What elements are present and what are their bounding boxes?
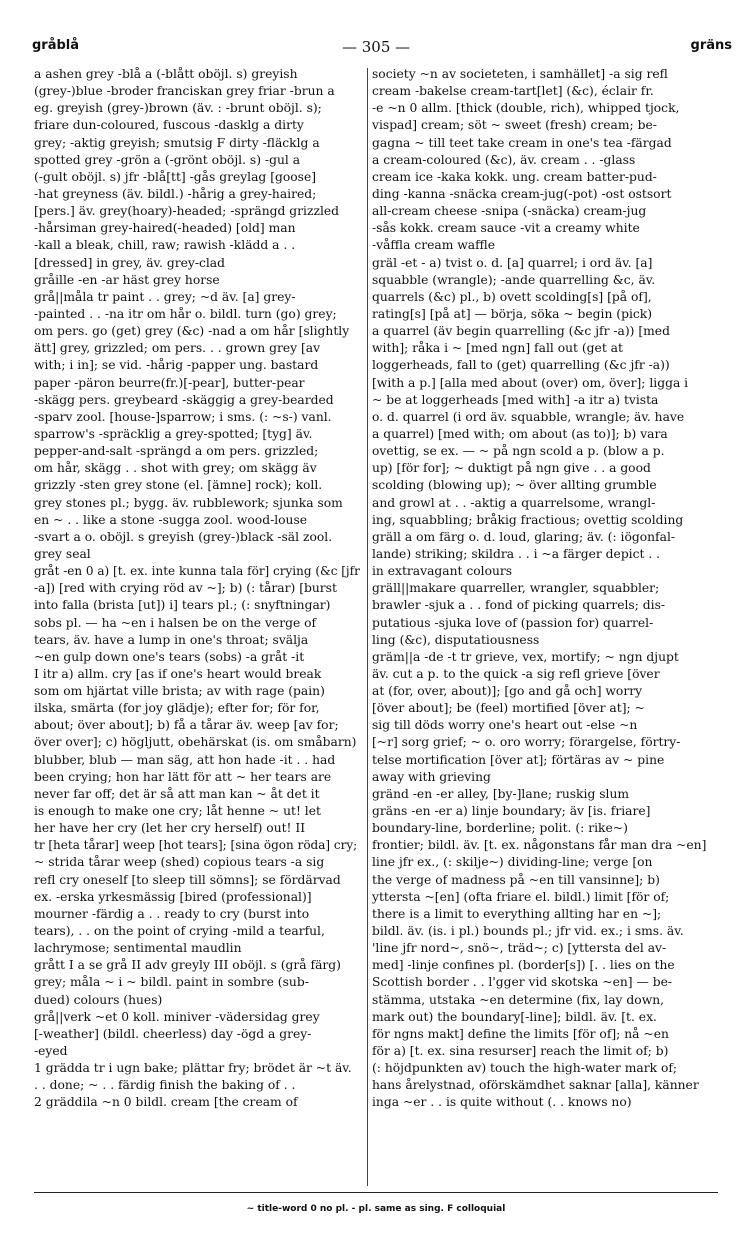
dictionary-line: grå||verk ~et 0 koll. miniver -vädersidag grey (34, 1009, 320, 1024)
dictionary-line: friare dun-coloured, fuscous -dasklg a dirty (34, 118, 304, 133)
dictionary-line: ling (&c), disputatiousness (372, 632, 540, 647)
dictionary-line: -skägg pers. greybeard -skäggig a grey-bearded (34, 392, 334, 407)
dictionary-line: -hat greyness (äv. bildl.) -hårig a grey-haired; (34, 186, 317, 201)
dictionary-line: Scottish border . . l'gger vid skotska ~en] — be- (372, 975, 673, 990)
dictionary-line: tr [heta tårar] weep [hot tears]; [sina ögon röda] cry; (34, 838, 358, 853)
dictionary-line: is enough to make one cry; låt henne ~ ut! let (34, 804, 321, 819)
dictionary-line: sig till döds worry one's heart out -else ~n (372, 718, 638, 733)
dictionary-line: been crying; hon har lätt för att ~ her tears are (34, 769, 332, 784)
dictionary-line: gräll||makare quarreller, wrangler, squabbler; (372, 581, 660, 596)
dictionary-line: telse mortification [över at]; förtäras av ~ pine (372, 752, 665, 767)
page-number: — 305 — (342, 38, 411, 56)
dictionary-line: stämma, utstaka ~en determine (fix, lay down, (372, 992, 665, 1007)
dictionary-line: a cream-coloured (&c), äv. cream . . -glass (372, 152, 636, 167)
dictionary-line: -e ~n 0 allm. [thick (double, rich), whipped tjock, (372, 101, 680, 116)
dictionary-line: I itr a) allm. cry [as if one's heart would break (34, 666, 322, 681)
dictionary-line: with; i in]; se vid. -hårig -papper ung. bastard (34, 358, 319, 373)
dictionary-line: up) [för for]; ~ duktigt på ngn give . . a good (372, 461, 651, 476)
dictionary-line: om pers. go (get) grey (&c) -nad a om hår [slightly (34, 324, 350, 339)
dictionary-line: with]; råka i ~ [med ngn] fall out (get at (372, 341, 623, 356)
dictionary-line: a quarrel (äv begin quarrelling (&c jfr -a)) [med (372, 324, 670, 339)
dictionary-line: quarrels (&c) pl., b) ovett scolding[s] [på of], (372, 289, 652, 304)
dictionary-line: [with a p.] [alla med about (over) om, över]; ligga i (372, 375, 689, 390)
dictionary-line: över over]; c) högljutt, obehärskat (is. om småbarn) (34, 735, 357, 750)
dictionary-line: refl cry oneself [to sleep till sömns]; se fördärvad (34, 872, 341, 887)
dictionary-line: gagna ~ till teet take cream in one's tea -färgad (372, 135, 672, 150)
dictionary-line: grizzly -sten grey stone (el. [ämne] rock); koll. (34, 478, 323, 493)
dictionary-line: för ngns makt] define the limits [för of]; nå ~en (372, 1026, 669, 1041)
dictionary-line: ex. -erska yrkesmässig [bired (professional)] (34, 889, 312, 904)
dictionary-line: mark out) the boundary[-line]; bildl. äv. [t. ex. (372, 1009, 657, 1024)
dictionary-line: vispad] cream; söt ~ sweet (fresh) cream; be- (372, 118, 657, 133)
dictionary-line: (: höjdpunkten av) touch the high-water mark of; (372, 1061, 678, 1076)
dictionary-line: gränd -en -er alley, [by-]lane; ruskig slum (372, 786, 630, 801)
dictionary-line: gräm||a -de -t tr grieve, vex, mortify; ~ ngn djupt (372, 649, 679, 664)
dictionary-line: cream -bakelse cream-tart[let] (&c), éclair fr. (372, 84, 654, 99)
dictionary-line: sobs pl. — ha ~en i halsen be on the verge of (34, 615, 317, 630)
dictionary-line: grey stones pl.; bygg. äv. rubblework; sjunka som (34, 495, 343, 510)
dictionary-line: [~r] sorg grief; ~ o. oro worry; förargelse, förtry- (372, 735, 681, 750)
dictionary-line: and growl at . . -aktig a quarrelsome, wrangl- (372, 495, 656, 510)
dictionary-line: o. d. quarrel (i ord äv. squabble, wrangle; äv. have (372, 409, 685, 424)
dictionary-line: sparrow's -spräcklig a grey-spotted; [tyg] äv. (34, 426, 313, 441)
dictionary-line: (grey-)blue -broder franciskan grey friar -brun a (34, 84, 335, 99)
dictionary-line: brawler -sjuk a . . fond of picking quarrels; dis- (372, 598, 666, 613)
running-head-left: gråblå (32, 38, 80, 53)
dictionary-line: never far off; det är så att man kan ~ åt det it (34, 786, 320, 801)
dictionary-line: eg. greyish (grey-)brown (äv. : -brunt oböjl. s); (34, 101, 322, 116)
footer-rule (34, 1192, 718, 1193)
dictionary-line: (-gult oböjl. s) jfr -blå[tt] -gås greylag [goose] (34, 169, 317, 184)
dictionary-line: yttersta ~[en] (ofta friare el. bildl.) limit [för of; (372, 889, 670, 904)
dictionary-line: en ~ . . like a stone -sugga zool. wood-louse (34, 512, 308, 527)
dictionary-line: tears), . . on the point of crying -mild a tearful, (34, 924, 325, 939)
dictionary-line: line jfr ex., (: skilje~) dividing-line; verge [on (372, 855, 653, 870)
dictionary-line: scolding (blowing up); ~ över allting grumble (372, 478, 657, 493)
dictionary-line: putatious -sjuka love of (passion for) quarrel- (372, 615, 654, 630)
dictionary-line: -sparv zool. [house-]sparrow; i sms. (: ~s-) vanl. (34, 409, 332, 424)
dictionary-line: bildl. äv. (is. i pl.) bounds pl.; jfr vid. ex.; i sms. äv. (372, 924, 684, 939)
dictionary-line: -sås kokk. cream sauce -vit a creamy white (372, 221, 640, 236)
dictionary-line: boundary-line, borderline; polit. (: rike~) (372, 821, 628, 836)
dictionary-line: [-weather] (bildl. cheerless) day -ögd a grey- (34, 1026, 312, 1041)
dictionary-line: lachrymose; sentimental maudlin (34, 941, 242, 956)
dictionary-line: mourner -färdig a . . ready to cry (burst into (34, 906, 310, 921)
dictionary-line: pepper-and-salt -sprängd a om pers. grizzled; (34, 444, 319, 459)
dictionary-line: spotted grey -grön a (-grönt oböjl. s) -gul a (34, 152, 301, 167)
dictionary-line: grey seal (34, 546, 91, 561)
dictionary-line: the verge of madness på ~en till vansinne]; b) (372, 872, 660, 887)
dictionary-line: ~ strida tårar weep (shed) copious tears -a sig (34, 855, 325, 870)
dictionary-line: hans årelystnad, oförskämdhet saknar [alla], känner (372, 1078, 699, 1093)
dictionary-line: ilska, smärta (for joy glädje); efter for; för for, (34, 701, 320, 716)
dictionary-line: ing, squabbling; bråkig fractious; ovettig scolding (372, 512, 684, 527)
dictionary-line: inga ~er . . is quite without (. . knows no) (372, 1095, 632, 1110)
dictionary-line: a ashen grey -blå a (-blått oböjl. s) greyish (34, 67, 298, 81)
dictionary-line: squabble (wrangle); -ande quarrelling &c, äv. (372, 272, 656, 287)
dictionary-line: gråille -en -ar häst grey horse (34, 272, 220, 287)
dictionary-line: a quarrel) [med with; om about (as to)]; b) vara (372, 426, 668, 441)
dictionary-line: there is a limit to everything allting har en ~]; (372, 906, 662, 921)
abbreviation-key: ~ title-word 0 no pl. - pl. same as sing. F colloquial (246, 1204, 506, 1214)
dictionary-line: med] -linje confines pl. (border[s]) [. . lies on the (372, 958, 675, 973)
page-header (32, 38, 732, 62)
dictionary-line: ~en gulp down one's tears (sobs) -a gråt -it (34, 649, 305, 664)
dictionary-line: -hårsiman grey-haired(-headed) [old] man (34, 221, 296, 236)
dictionary-line: ~ be at loggerheads [med with] -a itr a) tvista (372, 392, 659, 407)
dictionary-line: 1 grädda tr i ugn bake; plättar fry; brödet är ~t äv. (34, 1061, 352, 1076)
dictionary-line: ding -kanna -snäcka cream-jug(-pot) -ost ostsort (372, 186, 672, 201)
column-divider (367, 68, 368, 1186)
dictionary-line: in extravagant colours (372, 564, 513, 579)
dictionary-line: -svart a o. oböjl. s greyish (grey-)black -säl zool. (34, 529, 333, 544)
dictionary-line: paper -päron beurre(fr.)[-pear], butter-pear (34, 375, 305, 390)
dictionary-line: . . done; ~ . . färdig finish the baking of . . (34, 1078, 296, 1093)
dictionary-line: her have her cry (let her cry herself) out! II (34, 821, 306, 836)
dictionary-line: away with grieving (372, 769, 491, 784)
dictionary-line: gräll a om färg o. d. loud, glaring; äv. (: iögonfal- (372, 529, 676, 544)
dictionary-line: 2 gräddila ~n 0 bildl. cream [the cream of (34, 1095, 298, 1110)
dictionary-line: [över about]; be (feel) mortified [över at]; ~ (372, 701, 645, 716)
dictionary-line: dued) colours (hues) (34, 992, 163, 1007)
dictionary-line: grey; -aktig greyish; smutsig F dirty -fläcklg a (34, 135, 320, 150)
dictionary-line: -a]) [red with crying röd av ~]; b) (: tårar) [burst (34, 581, 337, 596)
dictionary-line: gräns -en -er a) linje boundary; äv [is. friare] (372, 804, 651, 819)
right-column (372, 66, 720, 1112)
dictionary-line: grey; måla ~ i ~ bildl. paint in sombre (sub- (34, 975, 309, 990)
dictionary-line: som om hjärtat ville brista; av with rage (pain) (34, 684, 325, 699)
dictionary-line: -våffla cream waffle (372, 238, 496, 253)
dictionary-line: loggerheads, fall to (get) quarrelling (&c jfr -a)) (372, 358, 670, 373)
dictionary-line: into falla (brista [ut]) i] tears pl.; (: snyftningar) (34, 598, 331, 613)
dictionary-line: blubber, blub — man säg, att hon hade -it . . had (34, 752, 336, 767)
dictionary-line: -eyed (34, 1044, 68, 1059)
dictionary-line: gräl -et - a) tvist o. d. [a] quarrel; i ord äv. [a] (372, 255, 653, 270)
dictionary-line: -painted . . -na itr om hår o. bildl. turn (go) grey; (34, 306, 337, 321)
dictionary-line: äv. cut a p. to the quick -a sig refl grieve [över (372, 666, 660, 681)
dictionary-line: frontier; bildl. äv. [t. ex. någonstans får man dra ~en] (372, 838, 707, 853)
left-column (34, 66, 364, 1112)
dictionary-line: at (for, over, about)]; [go and gå och] worry (372, 684, 643, 699)
dictionary-line: ovettig, se ex. — ~ på ngn scold a p. (blow a p. (372, 444, 665, 459)
dictionary-line: [dressed] in grey, äv. grey-clad (34, 255, 226, 270)
dictionary-line: 'line jfr nord~, snö~, träd~; c) [yttersta del av- (372, 941, 667, 956)
dictionary-line: lande) striking; skildra . . i ~a färger depict . . (372, 546, 661, 561)
dictionary-line: -kall a bleak, chill, raw; rawish -klädd a . . (34, 238, 296, 253)
dictionary-line: grått I a se grå II adv greyly III oböjl. s (grå färg) (34, 958, 341, 973)
dictionary-line: om hår, skägg . . shot with grey; om skägg äv (34, 461, 317, 476)
dictionary-line: för a) [t. ex. sina resurser] reach the limit of; b) (372, 1044, 669, 1059)
dictionary-line: society ~n av societeten, i samhället] -a sig refl (372, 67, 668, 81)
dictionary-line: cream ice -kaka kokk. ung. cream batter-pud- (372, 169, 657, 184)
dictionary-line: tears, äv. have a lump in one's throat; svälja (34, 632, 309, 647)
dictionary-line: gråt -en 0 a) [t. ex. inte kunna tala för] crying (&c [jfr (34, 564, 360, 579)
dictionary-line: rating[s] [på at] — börja, söka ~ begin (pick) (372, 306, 653, 321)
dictionary-line: about; över about]; b) få a tårar äv. weep [av for; (34, 718, 339, 733)
dictionary-line: [pers.] äv. grey(hoary)-headed; -sprängd grizzled (34, 204, 340, 219)
dictionary-line: all-cream cheese -snipa (-snäcka) cream-jug (372, 204, 647, 219)
dictionary-line: grå||måla tr paint . . grey; ~d äv. [a] grey- (34, 289, 296, 304)
dictionary-line: ätt] grey, grizzled; om pers. . . grown grey [av (34, 341, 321, 356)
running-head-right: gräns (690, 38, 732, 53)
